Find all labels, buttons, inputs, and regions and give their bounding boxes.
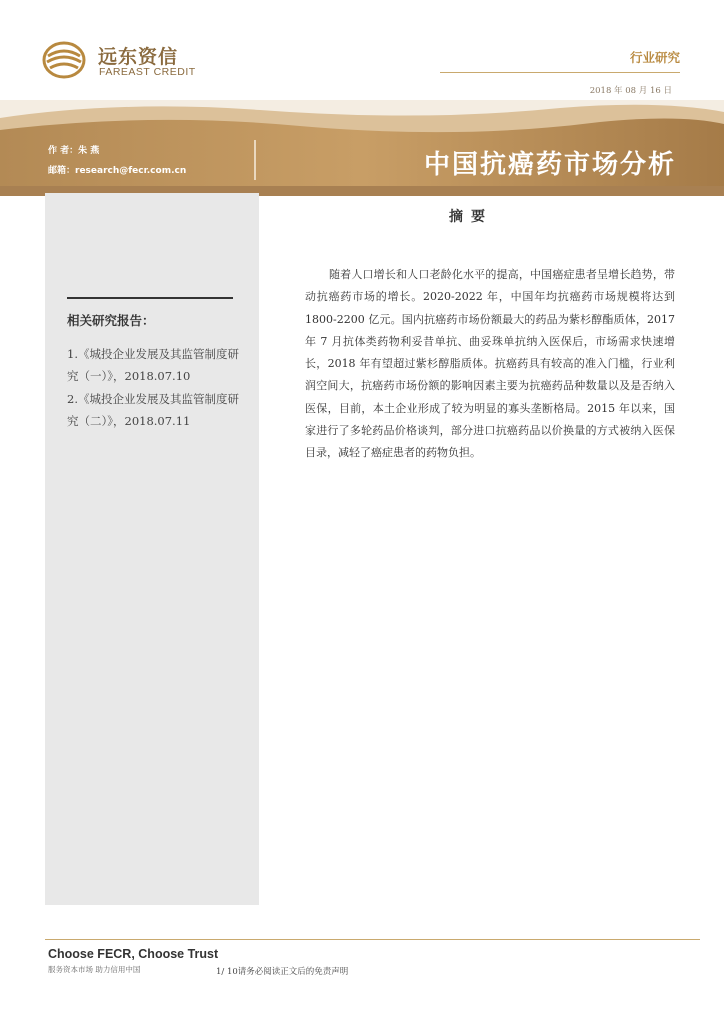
report-title: 中国抗癌药市场分析 <box>423 150 676 180</box>
related-reports-heading: 相关研究报告： <box>67 313 155 328</box>
header-divider <box>440 72 680 73</box>
related-reports-list <box>67 343 247 433</box>
brand-name-cn: 远东资信 <box>98 46 179 68</box>
sidebar-divider <box>67 297 233 299</box>
author-line: 作 者：朱 燕 <box>48 146 100 156</box>
fareast-logo-icon <box>42 40 90 80</box>
report-category: 行业研究 <box>629 50 680 65</box>
sidebar-panel <box>45 193 259 905</box>
footer-divider <box>45 939 700 940</box>
summary-heading: 摘要 <box>449 209 493 225</box>
summary-paragraph: 随着人口增长和人口老龄化水平的提高，中国癌症患者呈增长趋势，带动抗癌药市场的增长。2020-2022 年，中国年均抗癌药市场规模将达到 1800-2200 亿元。国内抗癌药市场份额最大的药品为紫杉醇酯质体，2017 年 7 月抗体类药物利妥昔单抗、曲妥珠单抗纳入医保后，市场需求快速增长，2018 年有望超过紫杉醇脂质体。抗癌药具有较高的准入门槛，行业利润空间大，抗癌药市场份额的影响因素主要为抗癌药品种数量以及是否纳入医保，目前，本土企业形成了较为明显的寡头垄断格局。2015 年以来，国家进行了多轮药品价格谈判，部分进口抗癌药品以价换量的方式被纳入医保目录，减轻了癌症患者的药物负担。 <box>305 268 675 460</box>
related-report-item[interactable]: 1.《城投企业发展及其监管制度研究（一）》，2018.07.10 <box>67 347 239 383</box>
footer-slogan: Choose FECR, Choose Trust <box>48 947 219 961</box>
brand-name-en: FAREAST CREDIT <box>99 66 196 78</box>
report-date: 2018 年 08 月 16 日 <box>589 86 672 96</box>
page-number-disclaimer: 1/ 10请务必阅读正文后的免责声明 <box>216 967 349 977</box>
related-report-item[interactable]: 2.《城投企业发展及其监管制度研究（二）》，2018.07.11 <box>67 392 239 428</box>
footer-subtitle: 服务资本市场 助力信用中国 <box>48 965 141 974</box>
brand-logo <box>42 40 202 84</box>
email-line: 邮箱：research@fecr.com.cn <box>48 166 187 176</box>
